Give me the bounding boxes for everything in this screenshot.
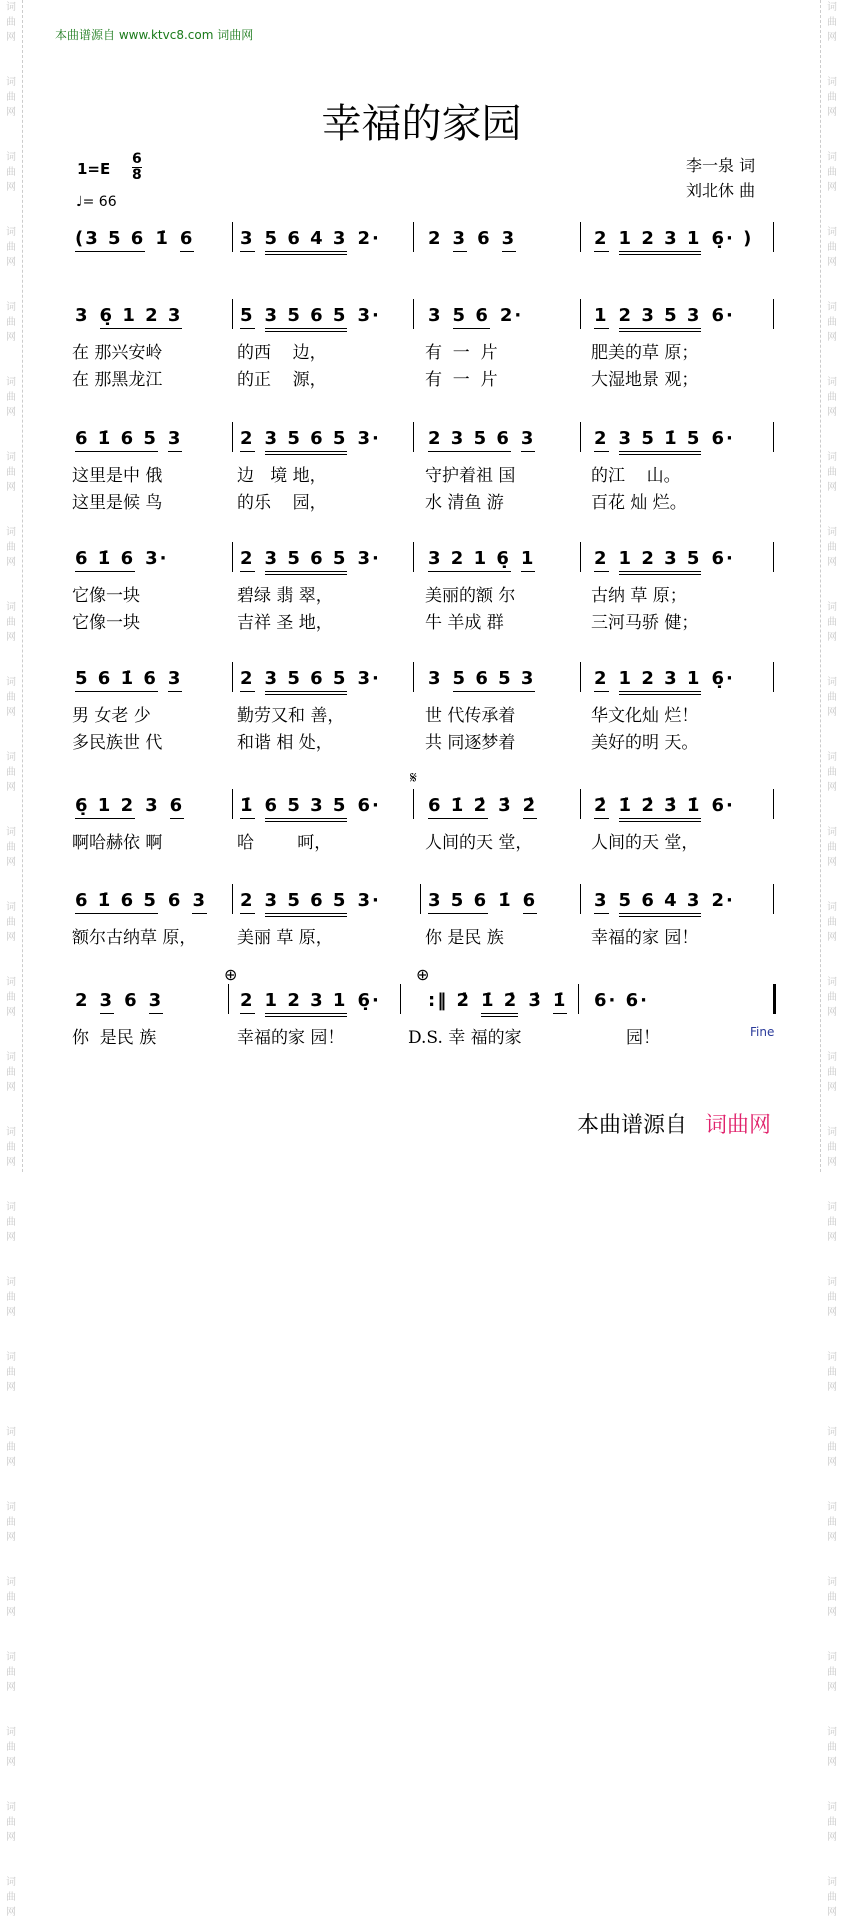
note-group: 1̇ 2̇ — [481, 990, 518, 1017]
note-group: 3 — [168, 668, 183, 692]
note-group: 3 — [192, 890, 207, 914]
lyric-segment: 有 一 片 — [425, 343, 498, 363]
bar-line — [400, 984, 401, 1014]
note-group: 6 5 3 5 — [265, 795, 348, 822]
note-group: 5 — [240, 305, 255, 329]
note-group: 3 — [168, 428, 183, 452]
note-group: 3 5 6 5 — [265, 428, 348, 455]
bar-line — [773, 789, 774, 819]
lyric-segment: 的江 山。 — [591, 466, 681, 486]
source-site-link[interactable]: 词曲网 — [705, 1113, 772, 1138]
lyric-segment: 它像一块 — [72, 586, 140, 606]
measure — [428, 548, 545, 572]
note-group: 3· — [357, 305, 381, 326]
note-group: 2 — [75, 990, 90, 1011]
bar-line — [413, 789, 414, 819]
measure — [428, 305, 533, 329]
lyric-segment: 共 同逐梦着 — [425, 733, 516, 753]
measure — [594, 228, 763, 255]
bar-line — [413, 422, 414, 452]
lyric-segment: 的西 边， — [237, 343, 327, 363]
bar-line — [232, 789, 233, 819]
bar-line — [580, 542, 581, 572]
note-group: 1̇ 2̇ 3̇ 1̇ — [619, 795, 702, 822]
note-group: 6 — [124, 990, 139, 1011]
note-group: 5 6 1̇ 6 — [75, 668, 158, 692]
lyric-segment: 的乐 园， — [237, 493, 327, 513]
measure — [428, 890, 547, 914]
note-group: 6 1̇ 2̇ — [428, 795, 488, 819]
note-group: 3 — [502, 228, 517, 252]
note-group: 1 2 3 1 — [265, 990, 348, 1017]
lyric-segment: 大湿地景 观； — [591, 370, 699, 390]
note-group: 6 — [167, 890, 183, 911]
bar-line — [232, 884, 233, 914]
note-group: 3· — [357, 668, 381, 689]
lyric-segment: 有 一 片 — [425, 370, 498, 390]
measure — [240, 668, 391, 695]
measure — [75, 668, 192, 692]
bar-line — [232, 542, 233, 572]
note-group: 3· — [145, 548, 169, 569]
measure — [428, 795, 547, 819]
note-group: 2· — [711, 890, 735, 911]
right-margin-line — [820, 0, 821, 1172]
note-group: 6· — [357, 795, 381, 816]
note-group: 3 2 1 6̣ — [428, 548, 511, 572]
lyric-segment: 肥美的草 原； — [591, 343, 699, 363]
note-group: 6· — [711, 305, 735, 326]
note-group: 2 — [240, 890, 255, 914]
measure — [428, 668, 545, 692]
fine-marking: Fine — [750, 1025, 775, 1039]
left-watermark: 词 曲 网 词 曲 网 词 曲 网 词 曲 网 词 曲 网 词 曲 网 词 曲 网 词 曲 网 词 曲 网 词 曲 网 词 曲 网 词 曲 网 词 曲 网 词 曲 网 词 曲 网 词 曲 网 词 曲 网 词 曲 网 词 曲 网 词 曲 网 词 曲 网 词 曲 网 词 曲 网 词 曲 网 词 曲 网 词 曲 网 — [6, 2, 16, 1918]
lyric-segment: 边 境 地， — [237, 466, 327, 486]
note-group: 1 2 3 5 — [619, 548, 702, 575]
note-group: 2̇ — [594, 795, 609, 819]
bar-line — [580, 222, 581, 252]
note-group: 3 5 1̇ 5 — [619, 428, 702, 455]
lyric-segment: 额尔古纳草 原， — [72, 928, 197, 948]
measure — [594, 890, 745, 917]
measure — [75, 428, 192, 452]
note-group: 3 5 6 5 — [265, 668, 348, 695]
key-signature: 1=E — [77, 160, 111, 178]
note-group: 3· — [357, 548, 381, 569]
measure — [594, 305, 745, 332]
lyric-segment: 它像一块 — [72, 613, 140, 633]
note-group: 2 — [594, 548, 609, 572]
right-watermark: 词 曲 网 词 曲 网 词 曲 网 词 曲 网 词 曲 网 词 曲 网 词 曲 网 词 曲 网 词 曲 网 词 曲 网 词 曲 网 词 曲 网 词 曲 网 词 曲 网 词 曲 网 词 曲 网 词 曲 网 词 曲 网 词 曲 网 词 曲 网 词 曲 网 词 曲 网 词 曲 网 词 曲 网 词 曲 网 词 曲 网 — [827, 2, 837, 1918]
measure — [240, 428, 391, 455]
lyric-segment: 男 女老 少 — [72, 706, 151, 726]
lyric-segment: 和谐 相 处， — [237, 733, 333, 753]
note-group: (3 5 6 — [75, 228, 145, 252]
bar-line — [413, 222, 414, 252]
note-group: 2̇ — [523, 795, 538, 819]
note-group: 6̣ 1 2 — [75, 795, 135, 819]
measure — [594, 428, 745, 455]
segno-sign: 𝄋 — [410, 768, 417, 787]
note-group: 3 — [594, 890, 609, 914]
bar-line — [413, 299, 414, 329]
note-group: 6̣· — [357, 990, 381, 1011]
note-group: 6̣· — [711, 668, 735, 689]
bar-line — [773, 662, 774, 692]
note-group: 2 — [240, 990, 255, 1014]
coda-sign-2: ⊕ — [416, 965, 430, 984]
note-group: 3 5 6 5 — [265, 548, 348, 575]
note-group: 1 — [594, 305, 609, 329]
note-group: 1̇ — [155, 228, 170, 249]
note-group: 3̇ — [498, 795, 513, 816]
composer-credit: 刘北休 曲 — [686, 181, 756, 200]
note-group: 6 1̇ 6 — [75, 548, 135, 572]
note-group: 2 — [240, 548, 255, 572]
note-group: 6 1̇ 6 5 — [75, 890, 158, 914]
measure — [594, 548, 745, 575]
lyric-segment: 三河马骄 健； — [591, 613, 699, 633]
lyric-segment: 美丽的额 尔 — [425, 586, 516, 606]
note-group: 6· — [711, 795, 735, 816]
note-group: 5 6 5 3 — [453, 668, 536, 692]
note-group: 5 6 4 3 — [265, 228, 348, 255]
tempo-marking: ♩= 66 — [76, 194, 117, 210]
lyric-segment: 守护着祖 国 — [425, 466, 516, 486]
note-group: 2· — [357, 228, 381, 249]
lyric-segment: 碧绿 翡 翠， — [237, 586, 333, 606]
note-group: 3 5 6 5 — [265, 890, 348, 917]
bar-line — [232, 422, 233, 452]
note-group: 2 — [240, 428, 255, 452]
lyricist-credit: 李一泉 词 — [686, 156, 756, 175]
lyric-segment: 吉祥 圣 地， — [237, 613, 333, 633]
measure — [428, 990, 577, 1017]
lyric-segment: 美好的明 天。 — [591, 733, 699, 753]
lyric-segment: 美丽 草 原， — [237, 928, 333, 948]
lyric-segment: 这里是候 鸟 — [72, 493, 163, 513]
coda-sign: ⊕ — [224, 965, 238, 984]
source-footer — [577, 1108, 771, 1139]
bar-line — [580, 299, 581, 329]
lyric-segment: 你 是民 族 — [72, 1028, 157, 1048]
lyric-segment: 园！ — [626, 1028, 660, 1048]
note-group: 2 — [594, 428, 609, 452]
note-group: 2 3 5 3 — [619, 305, 702, 332]
bar-line — [228, 984, 229, 1014]
measure — [240, 228, 391, 255]
lyric-segment: 华文化灿 烂！ — [591, 706, 699, 726]
note-group: 3· — [357, 890, 381, 911]
note-group: 2 — [594, 668, 609, 692]
bar-line — [413, 662, 414, 692]
note-group: 2· — [499, 305, 524, 326]
note-group: 6̣ 1 2 3 — [100, 305, 183, 329]
bar-line — [580, 422, 581, 452]
lyric-segment: D.S. 幸 福的家 — [408, 1028, 522, 1048]
bar-line — [580, 884, 581, 914]
lyric-segment: 水 清鱼 游 — [425, 493, 504, 513]
bar-line — [578, 984, 579, 1014]
note-group: 1̇ — [553, 990, 568, 1014]
lyric-segment: 人间的天 堂， — [591, 833, 699, 853]
note-group: 6· 6· — [594, 990, 649, 1011]
note-group: 6 — [170, 795, 185, 819]
note-group: 6 1̇ 6 5 — [75, 428, 158, 452]
song-title: 幸福的家园 — [321, 101, 522, 147]
time-signature — [132, 152, 142, 183]
lyric-segment: 多民族世 代 — [72, 733, 163, 753]
note-group: 1 2 3 1 — [619, 668, 702, 695]
note-group: 2 — [594, 228, 609, 252]
lyric-segment: 牛 羊成 群 — [425, 613, 504, 633]
note-group: :‖ 2̇ — [428, 990, 471, 1011]
note-group: 3 — [100, 990, 115, 1014]
measure — [75, 890, 217, 914]
bar-line — [580, 662, 581, 692]
note-group: 3 — [149, 990, 164, 1014]
bar-line — [420, 884, 421, 914]
measure — [240, 990, 391, 1017]
measure — [240, 305, 391, 332]
note-group: 5 6 4 3 — [619, 890, 702, 917]
lyric-segment: 你 是民 族 — [425, 928, 504, 948]
note-group: 3 — [428, 668, 443, 689]
bar-line — [773, 422, 774, 452]
bar-line — [773, 222, 774, 252]
measure — [594, 795, 745, 822]
note-group: 2 3 5 6 — [428, 428, 511, 452]
note-group: 1̇ — [240, 795, 255, 819]
note-group: 6̣· ) — [711, 228, 754, 249]
measure — [75, 228, 204, 252]
lyric-segment: 古纳 草 原； — [591, 586, 687, 606]
bar-line — [773, 884, 774, 914]
measure — [75, 990, 173, 1014]
note-group: 6 — [523, 890, 538, 914]
left-margin-line — [22, 0, 23, 1172]
note-group: 6 — [477, 228, 492, 249]
bar-line — [773, 542, 774, 572]
note-group: 2 — [428, 228, 443, 249]
bar-line — [773, 299, 774, 329]
measure — [240, 795, 391, 822]
note-group: 6· — [711, 548, 735, 569]
note-group: 2 — [240, 668, 255, 692]
lyric-segment: 幸福的家 园！ — [591, 928, 699, 948]
lyric-segment: 哈 呵， — [237, 833, 332, 853]
bar-line — [413, 542, 414, 572]
measure — [240, 890, 391, 917]
time-bottom: 8 — [132, 167, 142, 183]
time-top: 6 — [132, 151, 142, 167]
measure — [428, 228, 526, 252]
note-group: 3 — [240, 228, 255, 252]
lyric-segment: 在 那黑龙江 — [72, 370, 163, 390]
note-group: 3 — [145, 795, 160, 816]
lyric-segment: 幸福的家 园！ — [237, 1028, 345, 1048]
bar-line — [232, 299, 233, 329]
lyric-segment: 人间的天 堂， — [425, 833, 533, 853]
lyric-segment: 这里是中 俄 — [72, 466, 163, 486]
note-group: 3 — [453, 228, 468, 252]
measure — [75, 548, 178, 572]
note-group: 1 — [521, 548, 536, 572]
lyric-segment: 的正 源， — [237, 370, 327, 390]
note-group: 3 — [75, 305, 90, 326]
measure — [428, 428, 545, 452]
measure — [75, 795, 194, 819]
lyric-segment: 百花 灿 烂。 — [591, 493, 687, 513]
measure — [594, 990, 659, 1013]
measure — [240, 548, 391, 575]
note-group: 6 — [180, 228, 195, 252]
measure — [594, 668, 745, 695]
note-group: 3· — [357, 428, 381, 449]
lyric-segment: 勤劳又和 善， — [237, 706, 345, 726]
bar-line — [773, 984, 776, 1014]
bar-line — [232, 222, 233, 252]
note-group: 3 — [521, 428, 536, 452]
note-group: 1 2 3 1 — [619, 228, 702, 255]
lyric-segment: 在 那兴安岭 — [72, 343, 163, 363]
note-group: 3 — [428, 305, 443, 326]
lyric-segment: 啊哈赫依 啊 — [72, 833, 163, 853]
note-group: 6· — [711, 428, 735, 449]
note-group: 3 5 6 — [428, 890, 488, 914]
note-group: 1̇ — [498, 890, 513, 911]
note-group: 3̇ — [528, 990, 543, 1011]
measure — [75, 305, 192, 329]
source-link-top[interactable]: 本曲谱源自 www.ktvc8.com 词曲网 — [55, 28, 254, 42]
bar-line — [232, 662, 233, 692]
source-prefix: 本曲谱源自 — [577, 1113, 688, 1138]
note-group: 5 6 — [453, 305, 490, 329]
note-group: 3 5 6 5 — [265, 305, 348, 332]
bar-line — [580, 789, 581, 819]
lyric-segment: 世 代传承着 — [425, 706, 516, 726]
